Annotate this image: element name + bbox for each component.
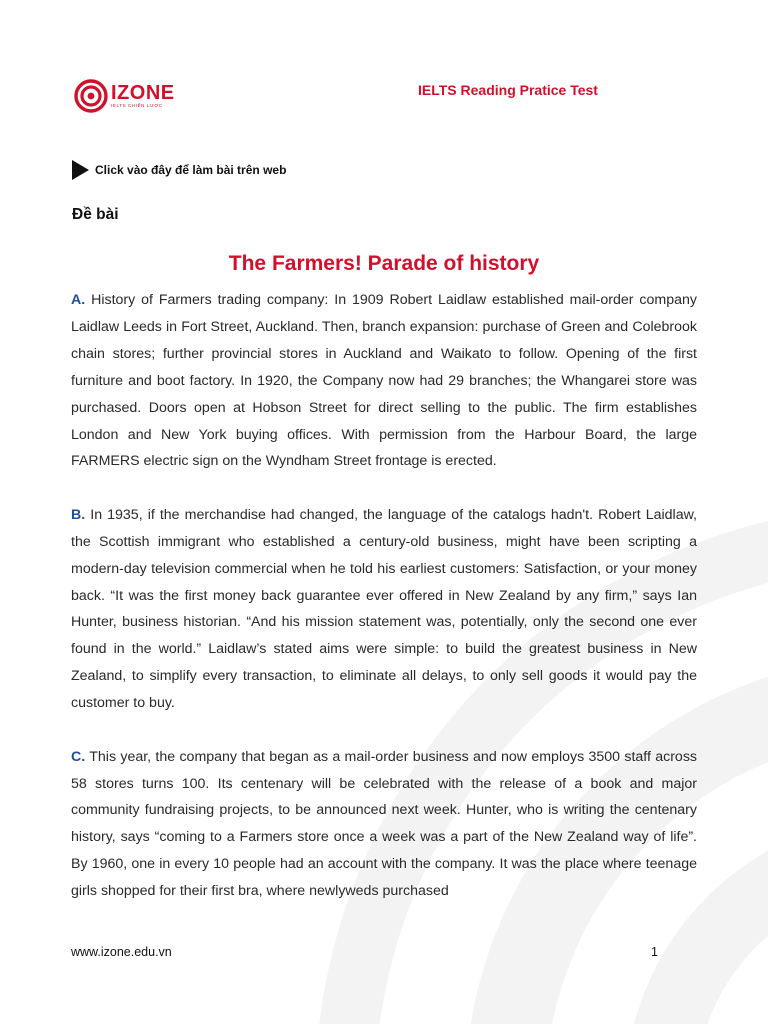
logo-wordmark: IZONE (111, 82, 175, 105)
web-link-label[interactable]: Click vào đây để làm bài trên web (95, 163, 287, 177)
logo-tagline: IELTS CHIẾN LƯỢC (111, 103, 163, 109)
play-icon (72, 160, 89, 180)
paragraph-text: This year, the company that began as a mail-order business and now employs 3500 staff across 58 stores turns 100. Its centenary will be celebrated with the release of a book and major community fundraising projects, to be announced next week. Hunter, who is writing the centenary history, says “coming to a Farmers store once a week was a part of the New Zealand way of life”. By 1960, one in every 10 people had an account with the company. It was the place where teenage girls shopped for their first bra, where newlyweds purchased (71, 748, 698, 900)
paragraph-text: History of Farmers trading company: In 1909 Robert Laidlaw established mail-order company Laidlaw Leeds in Fort Street, Auckland. Then, branch expansion: purchase of Green and Colebrook chain stores; further provincial stores in Auckland and Waikato to follow. Opening of the first furniture and boot factory. In 1920, the Company now had 29 branches; the Whangarei store was purchased. Doors open at Hobson Street for direct selling to the public. The firm establishes London and New York buying offices. With permission from the Harbour Board, the large FARMERS electric sign on the Wyndham Street frontage is erected. (71, 292, 697, 470)
izone-logo-icon (74, 79, 108, 113)
paragraph-letter: C. (71, 748, 86, 765)
page-number: 1 (651, 945, 658, 959)
paragraph-letter: B. (71, 506, 86, 523)
paragraph-c (71, 744, 697, 905)
paragraph-b (71, 502, 697, 717)
paragraph-a (71, 287, 697, 475)
document-title: The Farmers! Parade of history (228, 252, 540, 275)
footer-website-link[interactable]: www.izone.edu.vn (71, 945, 172, 959)
section-heading: Đề bài (72, 206, 119, 223)
paragraph-letter: A. (71, 292, 86, 308)
izone-logo (74, 79, 175, 113)
header-title: IELTS Reading Pratice Test (418, 82, 598, 98)
do-test-on-web-link[interactable] (72, 160, 286, 180)
passage-body (71, 287, 697, 932)
paragraph-text: In 1935, if the merchandise had changed, the language of the catalogs hadn't. Robert Laidlaw, the Scottish immigrant who established a century-old business, might have been scripting a modern-day television commercial when he told his earliest customers: Satisfaction, or your money back. “It was the first money back guarantee ever offered in New Zealand by any firm,” says Ian Hunter, business historian. “And his mission statement was, potentially, only the second one ever found in the world.” Laidlaw’s stated aims were simple: to build the greatest business in New Zealand, to simplify every transaction, to eliminate all delays, to only sell goods it would pay the customer to buy. (71, 506, 697, 712)
